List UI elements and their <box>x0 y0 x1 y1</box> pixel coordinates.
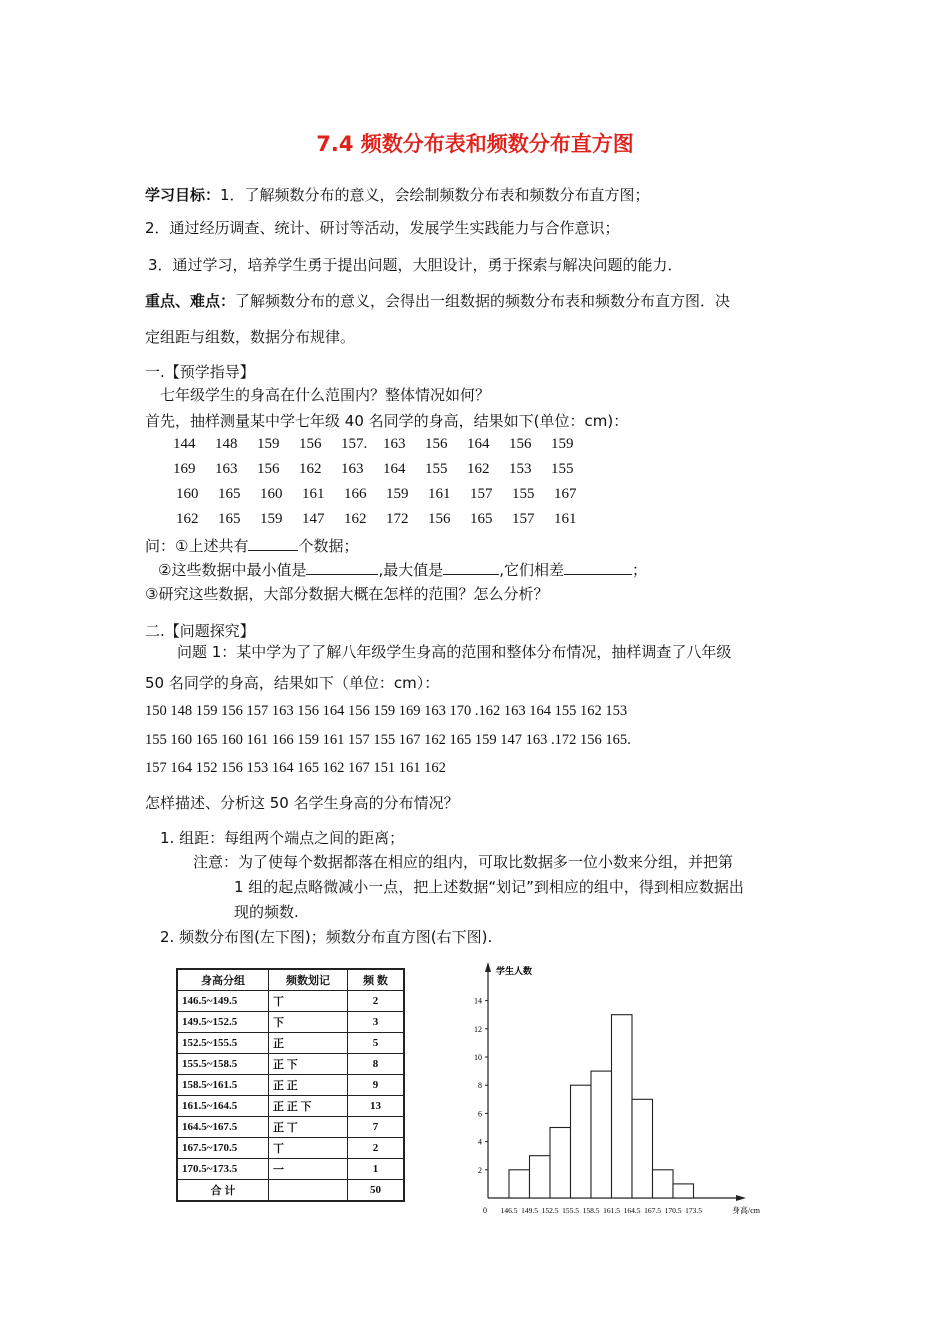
table-total-row <box>177 1180 404 1202</box>
data-value: 166 <box>344 486 367 502</box>
histogram-bar <box>571 1085 592 1198</box>
x-tick-label: 161.5 <box>603 1206 620 1215</box>
x-tick-label: 155.5 <box>562 1206 579 1215</box>
data-value: 156 <box>257 461 280 477</box>
x-axis-label: 身高/cm <box>732 1206 760 1215</box>
data-value: 160 <box>176 486 199 502</box>
group-cell: 158.5~161.5 <box>177 1075 269 1096</box>
histogram-bar <box>591 1071 612 1198</box>
data-value: 163 <box>383 436 406 452</box>
data-row-4 <box>176 511 596 528</box>
keypoints-line-1 <box>145 290 730 311</box>
y-axis-label: 学生人数 <box>496 966 533 976</box>
frequency-cell: 1 <box>348 1159 405 1180</box>
frequency-cell: 2 <box>348 991 405 1012</box>
histogram-bar <box>612 1015 633 1198</box>
data-value: 148 <box>215 436 238 452</box>
goal-item-2: 2．通过经历调查、统计、研讨等活动，发展学生实践能力与合作意识； <box>145 219 620 237</box>
data-value: 153 <box>509 461 532 477</box>
tally-cell: 正 <box>269 1033 348 1054</box>
y-tick-label: 10 <box>474 1053 482 1062</box>
table-header-row <box>177 969 404 991</box>
group-cell: 164.5~167.5 <box>177 1117 269 1138</box>
frequency-cell: 5 <box>348 1033 405 1054</box>
x-tick-label: 170.5 <box>664 1206 682 1215</box>
q2-max-blank[interactable] <box>443 559 499 575</box>
group-cell: 155.5~158.5 <box>177 1054 269 1075</box>
q2-text-a: ②这些数据中最小值是 <box>158 561 307 579</box>
y-tick-label: 12 <box>474 1024 482 1034</box>
note-line-2: 1 组的起点略微减小一点，把上述数据“划记”到相应的组中，得到相应数据出 <box>234 878 744 896</box>
how-question: 怎样描述、分析这 50 名学生身高的分布情况？ <box>145 794 459 812</box>
tally-cell: 正 正 <box>269 1075 348 1096</box>
data-value: 164 <box>383 461 406 477</box>
data-value: 157 <box>470 486 493 502</box>
table-row <box>177 1138 404 1159</box>
y-tick-label: 4 <box>478 1137 482 1147</box>
table-row <box>177 1096 404 1117</box>
tally-cell: 丅 <box>269 991 348 1012</box>
frequency-cell: 3 <box>348 1012 405 1033</box>
x-tick-label: 149.5 <box>521 1206 538 1215</box>
tally-cell: 正 下 <box>269 1054 348 1075</box>
q1-text-b: 个数据； <box>298 537 359 555</box>
q1-blank[interactable] <box>248 535 298 551</box>
q2-text-c: ,它们相差 <box>499 561 565 579</box>
data-value: 159 <box>260 511 283 527</box>
problem-line-1: 问题 1：某中学为了了解八年级学生身高的范围和整体分布情况，抽样调查了八年级 <box>177 643 732 661</box>
keypoints-line-2: 定组距与组数，数据分布规律。 <box>145 328 356 346</box>
frequency-histogram <box>470 960 770 1220</box>
y-tick-label: 8 <box>478 1081 482 1091</box>
frequency-cell: 9 <box>348 1075 405 1096</box>
data-value: 167 <box>554 486 577 502</box>
data-value: 159 <box>257 436 280 452</box>
table-row <box>177 1054 404 1075</box>
data-value: 161 <box>302 486 325 502</box>
item-2: 2. 频数分布图(左下图)；频数分布直方图(右下图). <box>160 928 493 946</box>
data-value: 162 <box>344 511 367 527</box>
y-tick-label: 6 <box>478 1109 482 1119</box>
data-value: 157 <box>512 511 535 527</box>
frequency-table <box>176 968 405 1202</box>
group-cell: 170.5~173.5 <box>177 1159 269 1180</box>
table-row <box>177 1159 404 1180</box>
data-value: 159 <box>551 436 574 452</box>
data-row-3 <box>176 486 596 503</box>
histogram-bar <box>530 1156 551 1198</box>
data-value: 156 <box>509 436 532 452</box>
data-value: 156 <box>428 511 451 527</box>
q2-text-b: ,最大值是 <box>378 561 444 579</box>
page-title: 7.4 频数分布表和频数分布直方图 <box>316 132 634 156</box>
table-row <box>177 1117 404 1138</box>
data-value: 161 <box>428 486 451 502</box>
frequency-cell: 2 <box>348 1138 405 1159</box>
histogram-bar <box>550 1128 571 1199</box>
keypoints-label: 重点、难点： <box>145 292 236 310</box>
x-tick-label: 146.5 <box>500 1206 518 1215</box>
table-row <box>177 1012 404 1033</box>
tally-cell: 一 <box>269 1159 348 1180</box>
data-row-1 <box>173 436 593 453</box>
data-value: 162 <box>299 461 322 477</box>
frequency-cell: 8 <box>348 1054 405 1075</box>
data-value: 159 <box>386 486 409 502</box>
histogram-bar <box>653 1170 674 1198</box>
group-cell: 146.5~149.5 <box>177 991 269 1012</box>
note-line-1: 注意：为了使每个数据都落在相应的组内，可取比数据多一位小数来分组，并把第 <box>193 853 734 871</box>
origin-label: 0 <box>483 1206 487 1215</box>
data-value: 165 <box>218 511 241 527</box>
group-cell: 149.5~152.5 <box>177 1012 269 1033</box>
x-tick-label: 167.5 <box>644 1206 661 1215</box>
data-value: 155 <box>512 486 535 502</box>
group-cell: 167.5~170.5 <box>177 1138 269 1159</box>
q2-diff-blank[interactable] <box>564 559 632 575</box>
data-value: 162 <box>176 511 199 527</box>
data-value: 172 <box>386 511 409 527</box>
data-line-2: 155 160 165 160 161 166 159 161 157 155 167 162 165 159 147 163 .172 156 165. <box>145 732 631 748</box>
data-value: 162 <box>467 461 490 477</box>
x-tick-label: 152.5 <box>541 1206 559 1215</box>
q1-text-a: 问：①上述共有 <box>145 537 249 555</box>
tally-cell: 下 <box>269 1012 348 1033</box>
data-value: 157. <box>341 436 368 452</box>
data-value: 156 <box>425 436 448 452</box>
data-value: 165 <box>218 486 241 502</box>
x-tick-label: 164.5 <box>623 1206 641 1215</box>
x-axis-arrow <box>736 1195 746 1201</box>
total-value: 50 <box>348 1180 405 1202</box>
data-value: 163 <box>341 461 364 477</box>
data-value: 147 <box>302 511 325 527</box>
section1-question: 七年级学生的身高在什么范围内？整体情况如何？ <box>160 386 491 404</box>
x-tick-label: 173.5 <box>685 1206 702 1215</box>
header-tally: 频数划记 <box>269 969 348 991</box>
tally-cell: 正 丅 <box>269 1117 348 1138</box>
data-value: 155 <box>551 461 574 477</box>
goals-label: 学习目标： <box>145 186 221 204</box>
data-value: 161 <box>554 511 577 527</box>
q2-min-blank[interactable] <box>306 559 378 575</box>
section2-heading: 二.【问题探究】 <box>145 622 255 640</box>
data-row-2 <box>173 461 593 478</box>
section1-intro: 首先，抽样测量某中学七年级 40 名同学的身高，结果如下(单位：cm)： <box>145 412 629 430</box>
y-axis-arrow <box>485 962 491 972</box>
data-value: 155 <box>425 461 448 477</box>
data-value: 156 <box>299 436 322 452</box>
goal-item-1: 1．了解频数分布的意义，会绘制频数分布表和频数分布直方图； <box>220 186 650 204</box>
group-cell: 161.5~164.5 <box>177 1096 269 1117</box>
data-value: 165 <box>470 511 493 527</box>
data-value: 169 <box>173 461 196 477</box>
data-value: 163 <box>215 461 238 477</box>
data-line-1: 150 148 159 156 157 163 156 164 156 159 169 163 170 .162 163 164 155 162 153 <box>145 703 628 719</box>
histogram-bar <box>632 1099 653 1198</box>
table-row <box>177 1075 404 1096</box>
frequency-cell: 7 <box>348 1117 405 1138</box>
histogram-bar <box>509 1170 530 1198</box>
question-1 <box>145 535 358 556</box>
item-1: 1. 组距：每组两个端点之间的距离； <box>160 829 405 847</box>
keypoints-text: 了解频数分布的意义，会得出一组数据的频数分布表和频数分布直方图．决 <box>235 292 731 310</box>
data-value: 160 <box>260 486 283 502</box>
data-value: 164 <box>467 436 490 452</box>
goal-item-3: 3．通过学习，培养学生勇于提出问题，大胆设计，勇于探索与解决问题的能力． <box>148 256 683 274</box>
note-line-3: 现的频数. <box>234 903 299 921</box>
total-label: 合 计 <box>177 1180 269 1202</box>
question-2 <box>158 559 647 580</box>
tally-cell: 丅 <box>269 1138 348 1159</box>
header-frequency: 频 数 <box>348 969 405 991</box>
table-row <box>177 991 404 1012</box>
q2-text-d: ； <box>632 561 648 579</box>
group-cell: 152.5~155.5 <box>177 1033 269 1054</box>
problem-line-2: 50 名同学的身高，结果如下（单位：cm）： <box>145 674 440 692</box>
y-tick-label: 14 <box>474 996 482 1006</box>
goals-line-1 <box>145 184 650 205</box>
section1-heading: 一.【预学指导】 <box>145 363 255 381</box>
tally-cell: 正 正 下 <box>269 1096 348 1117</box>
data-line-3: 157 164 152 156 153 164 165 162 167 151 161 162 <box>145 760 446 776</box>
data-value: 144 <box>173 436 196 452</box>
question-3: ③研究这些数据，大部分数据大概在怎样的范围？怎么分析？ <box>145 585 549 603</box>
y-tick-label: 2 <box>478 1165 482 1175</box>
frequency-cell: 13 <box>348 1096 405 1117</box>
header-group: 身高分组 <box>177 969 269 991</box>
x-tick-label: 158.5 <box>582 1206 600 1215</box>
histogram-bar <box>673 1184 694 1198</box>
table-row <box>177 1033 404 1054</box>
total-tally <box>269 1180 348 1202</box>
